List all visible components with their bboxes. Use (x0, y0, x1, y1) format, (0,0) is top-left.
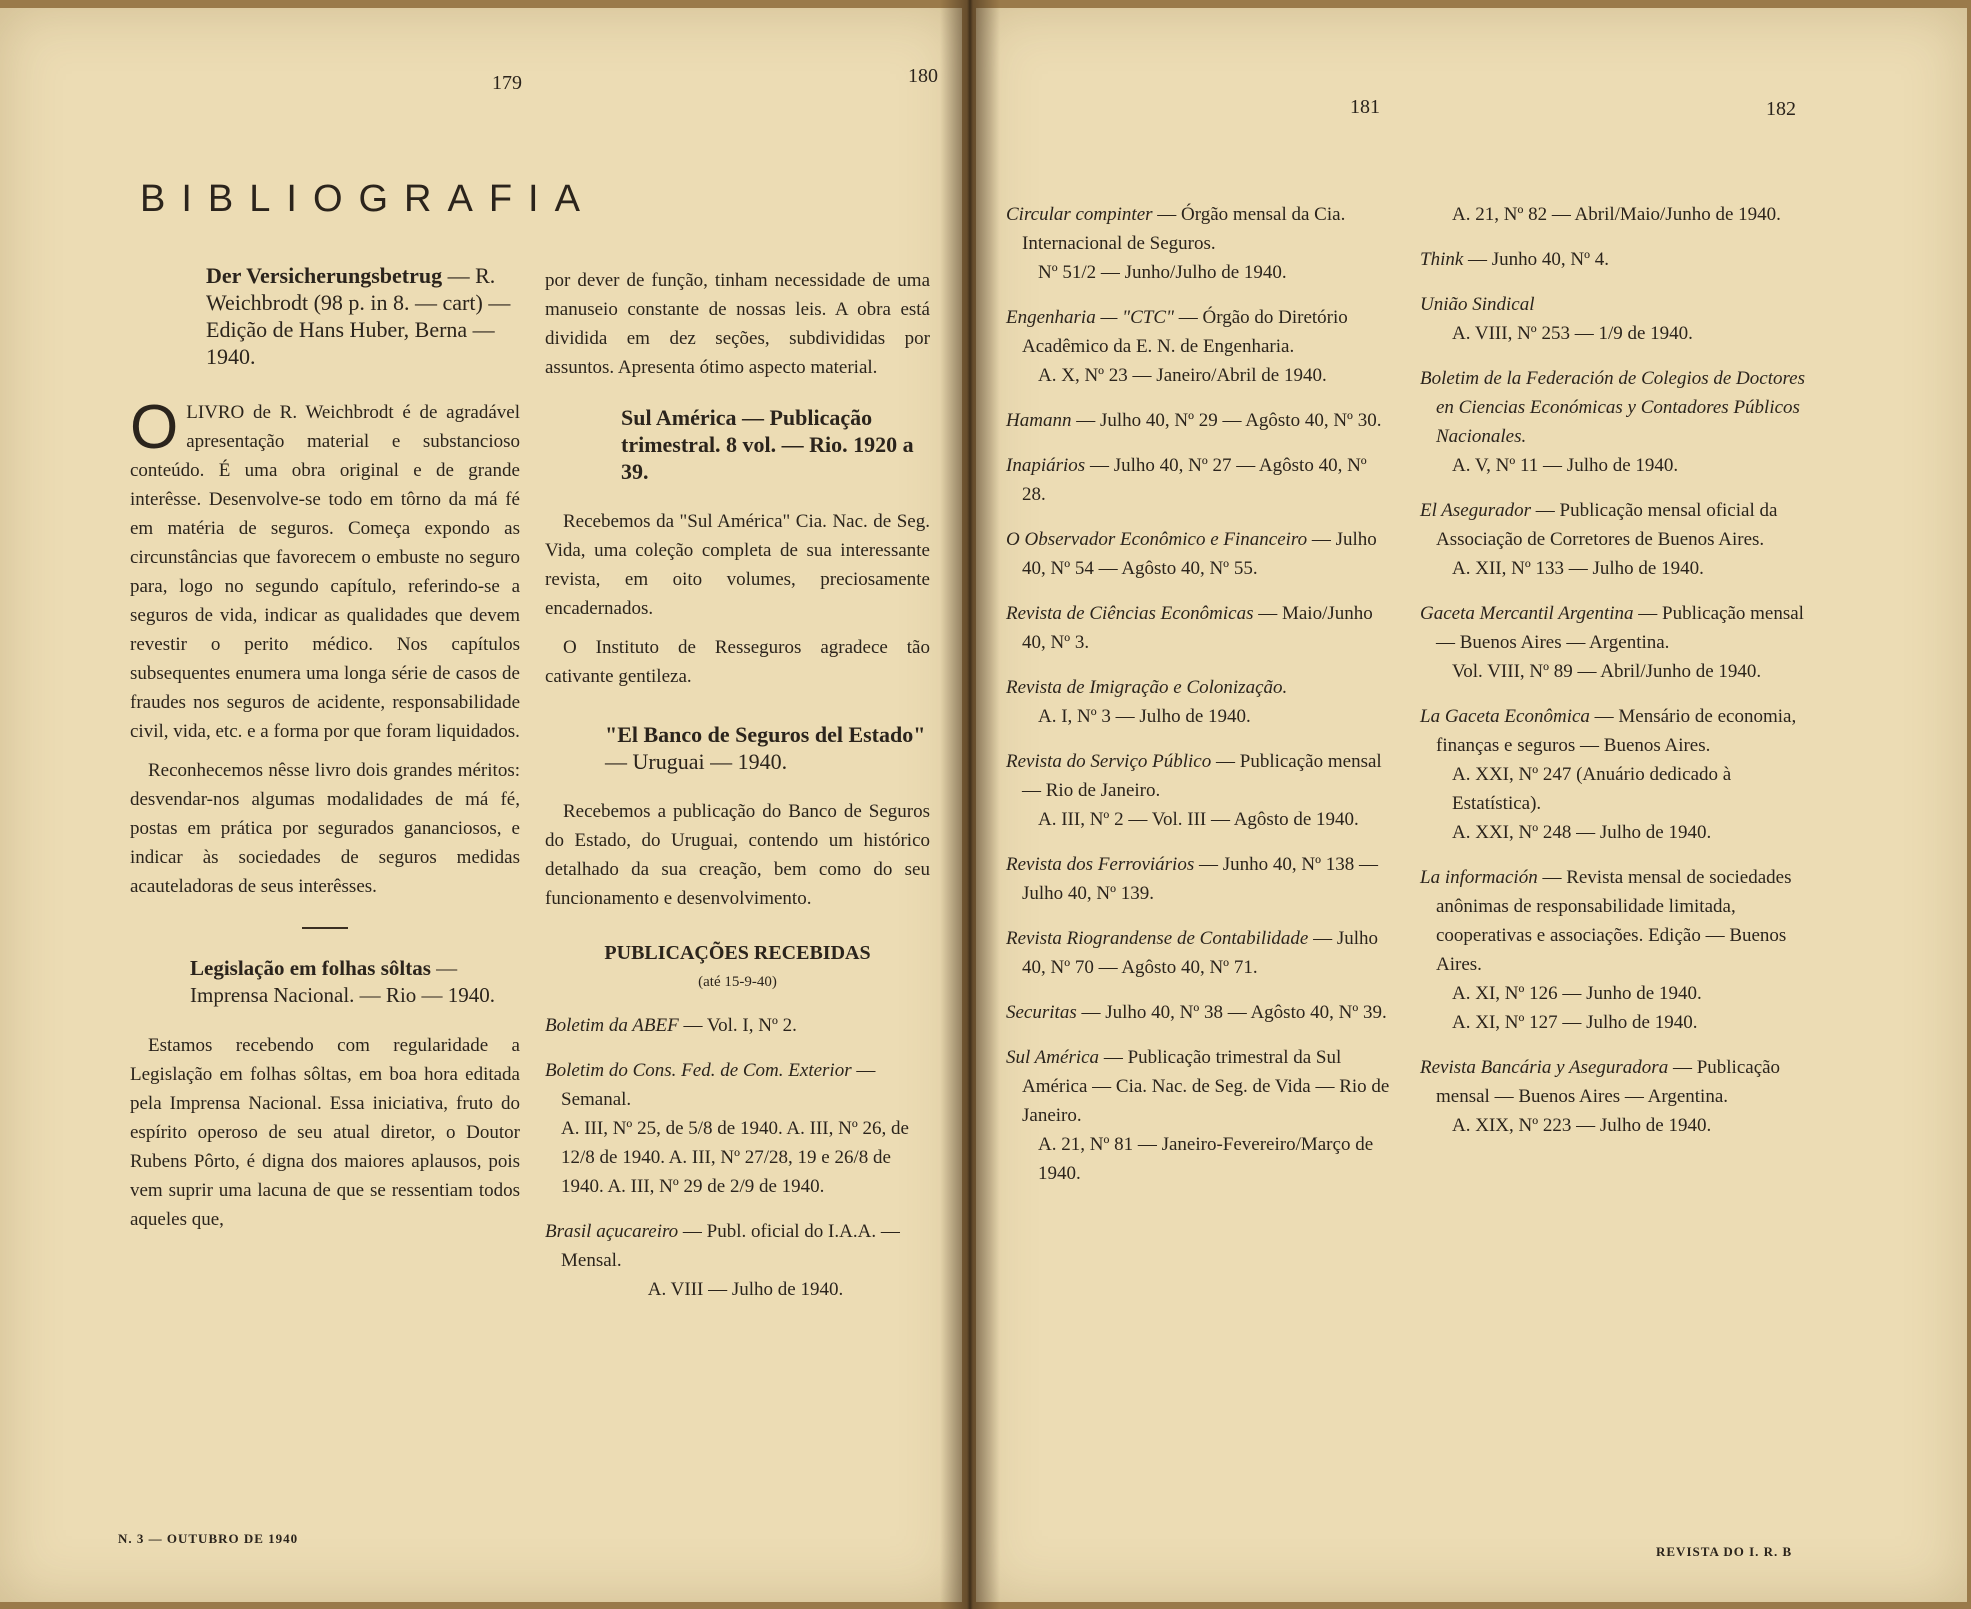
publication-name: O Observador Econômico e Financeiro (1006, 529, 1308, 550)
drop-cap: O (130, 393, 179, 462)
review-paragraph: Recebemos a publicação do Banco de Seguros do Estado, do Uruguai, contendo um histórico detalhado da sua creação, bem como do seu funcionamento e desenvolvimento. (545, 801, 930, 909)
book-title: Legislação em folhas sôltas (190, 956, 431, 980)
publication-entry (1006, 924, 1390, 982)
book-title: "El Banco de Seguros del Estado" (605, 722, 926, 747)
book-title: Sul América — Publicação trimestral. 8 vol. — Rio. 1920 a 39. (621, 405, 914, 484)
publication-heading (1006, 303, 1390, 361)
publication-heading (1420, 702, 1810, 760)
publication-entry (1420, 290, 1810, 348)
column-4 (1420, 200, 1810, 1156)
publication-name: La Gaceta Econômica (1420, 706, 1590, 727)
publication-name: Circular compinter (1006, 204, 1153, 225)
publication-entry (1006, 200, 1390, 287)
publication-entry (1006, 747, 1390, 834)
publication-heading (1006, 451, 1390, 509)
publication-heading (1006, 924, 1390, 982)
book-review-header-4 (545, 721, 930, 775)
book-details: — R. Weichbrodt (98 p. in 8. — cart) — Edição de Hans Huber, Berna — 1940. (206, 263, 511, 369)
publication-name: Hamann (1006, 410, 1072, 431)
book-review-header-3 (545, 404, 930, 485)
review-text: LIVRO de R. Weichbrodt é de agradável apresentação material e substancioso conteúdo. É uma obra original e de grande interêsse. Desenvolve-se todo em tôrno da má fé em matéria de seguros. Começa expondo as circunstâncias que favorecem o embuste no seguro para, logo no segundo capítulo, referindo-se a seguros de vida, indicar as qualidades que devem revestir o perito médico. Nos capítulos subsequentes enumera uma longa série de casos de fraudes nos seguros de acidente, responsabilidade civil, vida, etc. e a forma por que foram liquidados. (130, 402, 520, 742)
publication-issue: A. XI, Nº 127 — Julho de 1940. (1452, 1012, 1698, 1033)
publication-entry (1420, 702, 1810, 847)
publication-issue: A. XXI, Nº 247 (Anuário dedicado à Estatística). (1452, 764, 1732, 814)
publication-entry (1006, 1043, 1390, 1188)
publication-text: — Junho 40, Nº 138 — Julho 40, Nº 139. (1022, 854, 1378, 904)
publication-name: Boletim da ABEF (545, 1015, 679, 1036)
publication-heading (1006, 525, 1390, 583)
publication-text: — Publicação mensal oficial da Associação de Corretores de Buenos Aires. (1436, 500, 1778, 550)
publication-entry (1006, 673, 1390, 731)
publication-entry (1006, 850, 1390, 908)
publication-name: Revista dos Ferroviários (1006, 854, 1195, 875)
publication-entry (545, 1011, 930, 1040)
publication-name: Sul América (1006, 1047, 1100, 1068)
page-number-180: 180 (908, 65, 938, 87)
publications-received-date: (até 15-9-40) (698, 974, 777, 990)
publication-entry (1006, 998, 1390, 1027)
page-number-182: 182 (1766, 98, 1796, 120)
publication-entry (1006, 525, 1390, 583)
publication-name: Boletim de la Federación de Colegios de Doctores en Ciencias Económicas y Contadores Públicos Nacionales. (1420, 368, 1806, 447)
page-title: BIBLIOGRAFIA (140, 178, 596, 220)
review-paragraph: Estamos recebendo com regularidade a Legislação em folhas sôltas, em boa hora editada pela Imprensa Nacional. Essa iniciativa, fruto do espírito operoso de seu atual diretor, o Doutor Rubens Pôrto, é digna dos maiores aplausos, pois vem suprir uma lacuna de que se ressentiam todos aqueles que, (130, 1035, 520, 1230)
publication-text: — Julho 40, Nº 27 — Agôsto 40, Nº 28. (1022, 455, 1367, 505)
publication-entry (1420, 200, 1810, 229)
publication-text: — Publicação trimestral da Sul América — Cia. Nac. de Seg. de Vida — Rio de Janeiro. (1022, 1047, 1390, 1126)
publication-issue: A. XI, Nº 126 — Junho de 1940. (1452, 983, 1702, 1004)
publication-text: — Vol. I, Nº 2. (683, 1015, 797, 1036)
publication-issue: A. X, Nº 23 — Janeiro/Abril de 1940. (1038, 365, 1327, 386)
publication-entry (1006, 303, 1390, 390)
publication-text: — Publicação mensal — Buenos Aires — Argentina. (1436, 603, 1804, 653)
publication-name: Revista de Ciências Econômicas (1006, 603, 1254, 624)
publication-entry (1420, 863, 1810, 1037)
publication-entry (1006, 451, 1390, 509)
book-title: Der Versicherungsbetrug (206, 263, 443, 288)
publication-heading (1420, 863, 1810, 979)
publication-name: Securitas (1006, 1002, 1077, 1023)
book-details: — Uruguai — 1940. (605, 749, 788, 774)
publication-name: Boletim do Cons. Fed. de Com. Exterior (545, 1060, 852, 1081)
book-review-header-2 (130, 955, 520, 1009)
publication-issue: A. XII, Nº 133 — Julho de 1940. (1452, 558, 1704, 579)
book-gutter (940, 0, 1000, 1609)
column-1 (130, 262, 520, 1244)
publication-issue: A. VIII, Nº 253 — 1/9 de 1940. (1452, 323, 1693, 344)
publication-name: Think (1420, 249, 1464, 270)
column-3 (1006, 200, 1390, 1204)
publication-entry (1006, 599, 1390, 657)
publication-entry (1420, 496, 1810, 583)
publication-entry (1006, 406, 1390, 435)
footer-right: REVISTA DO I. R. B (1656, 1544, 1793, 1559)
publication-issue: A. III, Nº 2 — Vol. III — Agôsto de 1940. (1038, 809, 1359, 830)
publications-received-title: PUBLICAÇÕES RECEBIDAS (604, 942, 871, 964)
publication-text: — Publicação mensal — Buenos Aires — Argentina. (1436, 1057, 1781, 1107)
publication-text: — Mensário de economia, finanças e seguros — Buenos Aires. (1436, 706, 1797, 756)
book-details: — Imprensa Nacional. — Rio — 1940. (190, 956, 496, 1007)
publication-entry (545, 1056, 930, 1201)
publication-heading (1420, 599, 1810, 657)
publication-name: Revista Bancária y Aseguradora (1420, 1057, 1669, 1078)
publication-entry (545, 1217, 930, 1304)
publication-issue: A. I, Nº 3 — Julho de 1940. (1038, 706, 1251, 727)
publication-heading (1420, 245, 1810, 274)
publication-text: — Junho 40, Nº 4. (1463, 249, 1610, 270)
review-paragraph: por dever de função, tinham necessidade de uma manuseio constante de nossas leis. A obra está dividida em dez seções, subdivididas por assuntos. Apresenta ótimo aspecto material. (545, 270, 930, 378)
publication-issue: A. XIX, Nº 223 — Julho de 1940. (1452, 1115, 1712, 1136)
publication-heading (1420, 1053, 1810, 1111)
review-paragraph: Recebemos da "Sul América" Cia. Nac. de Seg. Vida, uma coleção completa de sua interessante revista, em oito volumes, preciosamente encadernados. (545, 511, 930, 619)
publication-entry (1420, 245, 1810, 274)
publication-heading (1006, 406, 1390, 435)
publication-name: Inapiários (1006, 455, 1086, 476)
publication-name: Brasil açucareiro (545, 1221, 679, 1242)
publication-heading (1006, 200, 1390, 258)
publication-text: — Julho 40, Nº 54 — Agôsto 40, Nº 55. (1022, 529, 1377, 579)
publication-heading (1006, 747, 1390, 805)
publication-heading (1006, 1043, 1390, 1130)
publication-name: La información (1420, 867, 1538, 888)
publication-heading (1420, 496, 1810, 554)
publication-text: — Julho 40, Nº 70 — Agôsto 40, Nº 71. (1022, 928, 1379, 978)
publication-name: Revista de Imigração e Colonização. (1006, 677, 1288, 698)
publication-issue: A. VIII — Julho de 1940. (647, 1279, 844, 1300)
publication-name: Engenharia — "CTC" (1006, 307, 1174, 328)
publication-issue: Vol. VIII, Nº 89 — Abril/Junho de 1940. (1452, 661, 1762, 682)
section-divider (302, 927, 348, 929)
publication-text: — Maio/Junho 40, Nº 3. (1022, 603, 1373, 653)
publication-text: — Revista mensal de sociedades anônimas de responsabilidade limitada, cooperativas e associações. Edição — Buenos Aires. (1436, 867, 1792, 975)
publication-heading (1006, 599, 1390, 657)
publication-issue: A. V, Nº 11 — Julho de 1940. (1452, 455, 1679, 476)
publication-entry (1420, 364, 1810, 480)
publication-heading (1420, 364, 1810, 451)
publication-text: — Julho 40, Nº 29 — Agôsto 40, Nº 30. (1071, 410, 1382, 431)
publication-entry (1420, 599, 1810, 686)
publication-text: — Publicação mensal — Rio de Janeiro. (1022, 751, 1382, 801)
publication-issue: Nº 51/2 — Junho/Julho de 1940. (1038, 262, 1287, 283)
review-paragraph: Reconhecemos nêsse livro dois grandes méritos: desvendar-nos algumas modalidades de má fé, postas em prática por segurados gananciosos, e indicar às sociedades de seguros medidas acauteladoras de seus interêsses. (130, 760, 520, 897)
publication-issue: A. XXI, Nº 248 — Julho de 1940. (1452, 822, 1712, 843)
publication-text: — Julho 40, Nº 38 — Agôsto 40, Nº 39. (1076, 1002, 1387, 1023)
publication-heading (1006, 673, 1390, 702)
publication-text: — Publ. oficial do I.A.A. — Mensal. (561, 1221, 900, 1271)
book-review-header-1 (130, 262, 520, 370)
review-paragraph: O Instituto de Resseguros agradece tão cativante gentileza. (545, 637, 930, 687)
publication-name: El Asegurador (1420, 500, 1532, 521)
publication-entry (1420, 1053, 1810, 1140)
publication-name: Revista do Serviço Público (1006, 751, 1212, 772)
publication-name: União Sindical (1420, 294, 1535, 315)
column-2 (545, 266, 930, 1320)
publication-text: — Semanal. (561, 1060, 876, 1110)
publication-issue: A. III, Nº 25, de 5/8 de 1940. A. III, Nº 26, de 12/8 de 1940. A. III, Nº 27/28, 19 e 26/8 de 1940. A. III, Nº 29 de 2/9 de 1940. (561, 1118, 909, 1197)
publication-heading (1420, 290, 1810, 319)
page-number-181: 181 (1350, 96, 1380, 118)
footer-left: N. 3 — OUTUBRO DE 1940 (118, 1531, 299, 1546)
publication-name: Gaceta Mercantil Argentina (1420, 603, 1634, 624)
publication-issue: A. 21, Nº 81 — Janeiro-Fevereiro/Março de 1940. (1038, 1134, 1374, 1184)
publication-text: — Órgão do Diretório Acadêmico da E. N. de Engenharia. (1022, 307, 1348, 357)
review-paragraph (130, 393, 520, 746)
page-number-179: 179 (492, 72, 522, 94)
publication-heading (1006, 998, 1390, 1027)
publication-text: — Órgão mensal da Cia. Internacional de Seguros. (1022, 204, 1346, 254)
publication-heading (1006, 850, 1390, 908)
publication-name: Revista Riograndense de Contabilidade (1006, 928, 1309, 949)
publication-issue: A. 21, Nº 82 — Abril/Maio/Junho de 1940. (1452, 204, 1781, 225)
